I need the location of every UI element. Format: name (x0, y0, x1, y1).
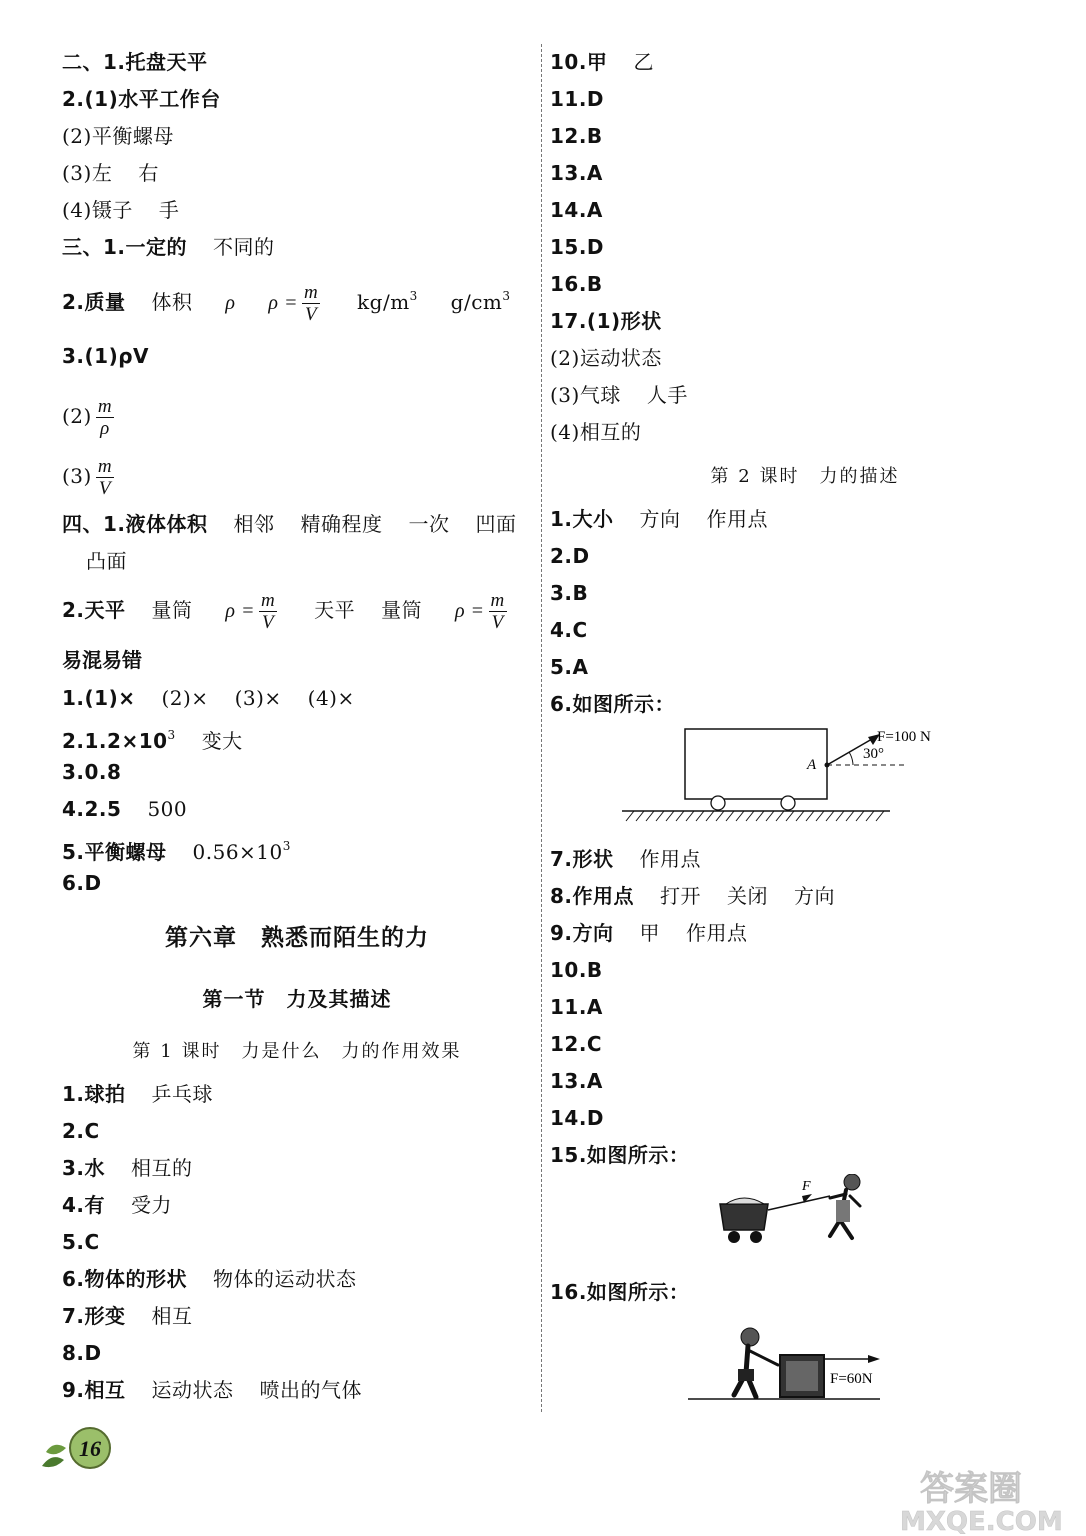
section-title: 第一节 力及其描述 (202, 987, 392, 1011)
answer-line: 2.天平 量筒 ρ = $\frac{m}{V}$ 天平 量筒 ρ = $\frac{m}{V}$ (62, 589, 505, 633)
answer-line: 1.球拍 乒乓球 (62, 1082, 214, 1106)
pushing-box-diagram (550, 1311, 1060, 1411)
answer-line: 9.方向 甲 作用点 (550, 921, 748, 945)
answer-line: (3) $\frac{m}{V}$ (62, 455, 113, 499)
answer-line: 5.A (550, 655, 589, 679)
answer-line: 3.0.8 (62, 760, 122, 784)
answer-line: 11.A (550, 995, 603, 1019)
answer-line: (3)左 右 (62, 161, 159, 185)
answer-line: 1.大小 方向 作用点 (550, 507, 769, 531)
answer-line: 9.相互 运动状态 喷出的气体 (62, 1378, 363, 1402)
answer-line: 3.B (550, 581, 589, 605)
page-number: 16 (79, 1436, 101, 1461)
cart-load (726, 1198, 764, 1204)
force-label: F (802, 1179, 811, 1194)
force-label: F=60N (830, 1371, 873, 1387)
box-inner (786, 1361, 818, 1391)
answer-line: 凸面 (86, 549, 127, 573)
answer-line: (3)气球 人手 (550, 383, 688, 407)
answer-line: 7.形变 相互 (62, 1304, 193, 1328)
answer-line: 10.甲 乙 (550, 50, 654, 74)
column-divider (541, 44, 542, 1412)
cart-wheel (750, 1231, 762, 1243)
person-shirt (836, 1200, 850, 1222)
ground-hatch (626, 811, 884, 821)
lesson-title: 第 1 课时 力是什么 力的作用效果 (132, 1041, 462, 1062)
person-head (741, 1328, 759, 1346)
force-arrowhead (868, 1355, 880, 1363)
angle-label: 30° (863, 746, 884, 762)
cart-wheel (711, 796, 725, 810)
answer-line: 4.有 受力 (62, 1193, 173, 1217)
fraction-m-over-V: $\frac{m}{V}$ (260, 589, 276, 633)
answer-line: 2.D (550, 544, 590, 568)
person-shorts (738, 1369, 754, 1381)
pulling-cart-diagram (550, 1174, 1060, 1266)
answer-line: 四、1.液体体积 相邻 精确程度 一次 凹面 (62, 512, 517, 536)
cart-body (685, 729, 827, 799)
leaf-icon (42, 1457, 64, 1467)
answer-line: 3.水 相互的 (62, 1156, 193, 1180)
answer-line: (4)相互的 (550, 420, 642, 444)
answer-line: 8.作用点 打开 关闭 方向 (550, 884, 836, 908)
cart-bin (720, 1204, 768, 1230)
fraction-m-over-V: $\frac{m}{V}$ (490, 589, 505, 633)
chapter-title: 第六章 熟悉而陌生的力 (165, 925, 429, 951)
answer-line: 13.A (550, 161, 603, 185)
cart-wheel (728, 1231, 740, 1243)
answer-line: 15.如图所示： (550, 1143, 690, 1167)
answer-line: 7.形状 作用点 (550, 847, 702, 871)
leaf-icon (46, 1445, 66, 1454)
answer-line: 12.C (550, 1032, 603, 1056)
left-column (62, 44, 532, 1409)
answer-line: 6.物体的形状 物体的运动状态 (62, 1267, 357, 1291)
answer-line: 二、1.托盘天平 (62, 50, 208, 74)
answer-line: 4.2.5 500 (62, 797, 188, 821)
action-point (825, 763, 830, 768)
answer-line: 11.D (550, 87, 605, 111)
confusion-heading: 易混易错 (62, 648, 142, 672)
answer-line: 2.(1)水平工作台 (62, 87, 221, 111)
pulling-cart-svg (550, 1174, 1060, 1266)
fraction-m-over-V: $\frac{m}{V}$ (97, 455, 113, 499)
answer-line: 4.C (550, 618, 588, 642)
density-formula-line: 2.质量 体积 ρ ρ = $\frac{m}{V}$ $kg/m^3$ $g/cm^3$ (62, 281, 511, 325)
answer-line: 14.A (550, 198, 603, 222)
watermark-text: 答案圈 MXQE.COM (900, 1469, 1063, 1534)
answer-line: (2)运动状态 (550, 346, 662, 370)
cart-force-diagram (550, 723, 1060, 841)
answer-line: 13.A (550, 1069, 603, 1093)
fraction-m-over-rho: $\frac{m}{\rho}$ (97, 395, 113, 439)
answer-line: 3.(1)ρV (62, 344, 150, 368)
answer-line: 6.D (62, 871, 102, 895)
watermark-logo (860, 1468, 1080, 1534)
cart-wheel (781, 796, 795, 810)
answer-line: 2.C (62, 1119, 100, 1143)
answer-line: 17.(1)形状 (550, 309, 662, 333)
answer-line: 10.B (550, 958, 603, 982)
answer-line: 5.平衡螺母 $0.56\times 10^3$ (62, 839, 291, 864)
answer-line: 5.C (62, 1230, 100, 1254)
force-label: F=100 N (877, 729, 931, 745)
angle-arc (849, 752, 853, 765)
answer-line: 16.如图所示： (550, 1280, 690, 1304)
answer-line: 三、1.一定的 不同的 (62, 235, 275, 259)
answer-line: 15.D (550, 235, 605, 259)
answer-line: $2.1.2\times 10^3$ 变大 (62, 728, 243, 753)
page-number-badge (38, 1422, 118, 1478)
answer-line: 8.D (62, 1341, 102, 1365)
right-column (550, 44, 1060, 1411)
person-head (844, 1174, 860, 1190)
point-a-label: A (807, 757, 817, 773)
answer-line: 6.如图所示： (550, 692, 676, 716)
answer-line: 1.(1)× (2)× (3)× (4)× (62, 686, 355, 710)
pull-rope (768, 1196, 830, 1210)
cart-force-svg (550, 723, 1060, 841)
answer-line: (4)镊子 手 (62, 198, 180, 222)
answer-line: 12.B (550, 124, 603, 148)
pushing-box-svg (550, 1311, 1060, 1411)
answer-line: (2) $\frac{m}{\rho}$ (62, 395, 113, 439)
answer-line: 16.B (550, 272, 603, 296)
answer-line: 14.D (550, 1106, 605, 1130)
person-arms (750, 1351, 778, 1365)
lesson-title: 第 2 课时 力的描述 (710, 466, 900, 487)
answer-line: (2)平衡螺母 (62, 124, 174, 148)
fraction-m-over-V: $\frac{m}{V}$ (303, 281, 319, 325)
